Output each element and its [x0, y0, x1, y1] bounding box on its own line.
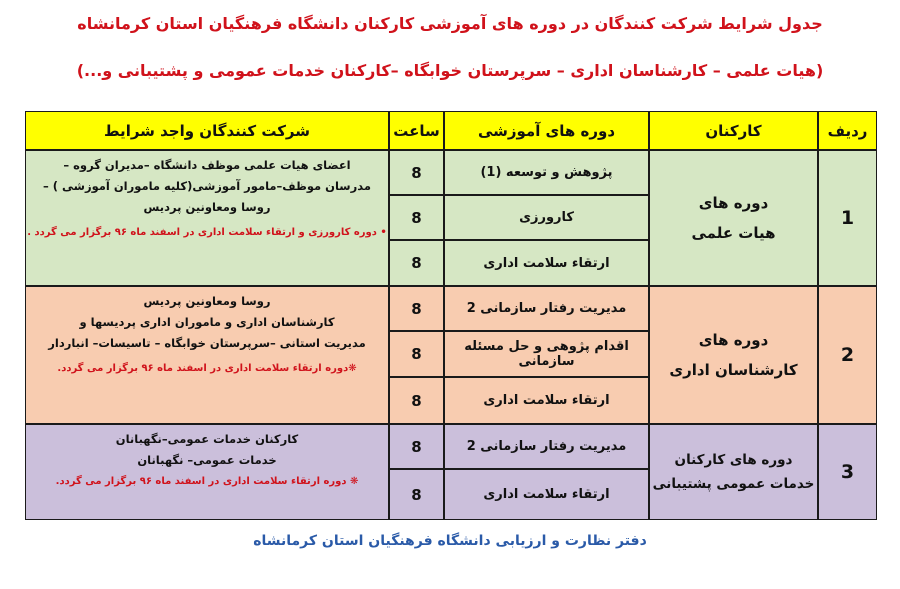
condition-line: مدرسان موظف–مامور آموزشی(کلیه ماموران آموزشی ) –	[43, 179, 371, 193]
group-1-note: • دوره کارورزی و ارتقاء سلامت اداری در اسفند ماه ۹۶ برگزار می گردد .	[27, 227, 387, 238]
page-title: جدول شرایط شرکت کنندگان در دوره های آموزشی کارکنان دانشگاه فرهنگیان استان کرمانشاه	[77, 14, 823, 33]
group-2-course-1: مدیریت رفتار سازمانی 2	[444, 286, 649, 331]
group-2-course-3: ارتقاء سلامت اداری	[444, 377, 649, 424]
group-2-course-2-hours: 8	[389, 331, 444, 377]
group-2-number: 2	[818, 286, 877, 424]
group-1-staff	[649, 150, 818, 286]
group-3-note: ❋ دوره ارتقاء سلامت اداری در اسفند ماه ۹۶ برگزار می گردد.	[55, 476, 359, 487]
header-staff: کارکنان	[649, 111, 818, 150]
footer-office-name: دفتر نظارت و ارزیابی دانشگاه فرهنگیان استان کرمانشاه	[253, 533, 647, 549]
header-row-number: ردیف	[818, 111, 877, 150]
group-2-course-2: اقدام پژوهی و حل مسئله سازمانی	[444, 331, 649, 377]
group-2-course-3-hours: 8	[389, 377, 444, 424]
group-2-staff-line: کارشناسان اداری	[669, 361, 798, 379]
courses-table	[25, 111, 877, 520]
page-subtitle: (هیات علمی – کارشناسان اداری – سرپرستان خوابگاه –کارکنان خدمات عمومی و پشتیبانی و...)	[76, 61, 824, 80]
group-1-number: 1	[818, 150, 877, 286]
condition-line: خدمات عمومی– نگهبانان	[137, 453, 277, 467]
condition-line: کارشناسان اداری و ماموران اداری پردیسها و	[79, 315, 335, 329]
group-2-note: ❋دوره ارتقاء سلامت اداری در اسفند ماه ۹۶ برگزار می گردد.	[57, 363, 357, 374]
group-2-staff-line: دوره های	[698, 331, 769, 349]
group-2-conditions	[25, 286, 389, 424]
group-3-course-2-hours: 8	[389, 469, 444, 520]
group-1-course-2-hours: 8	[389, 195, 444, 240]
group-1-course-1: پژوهش و توسعه (1)	[444, 150, 649, 195]
group-1-staff-line: دوره های	[698, 194, 769, 212]
header-hours: ساعت	[389, 111, 444, 150]
group-3-conditions	[25, 424, 389, 520]
condition-line: مدیریت استانی –سرپرستان خوابگاه – تاسیسات– انباردار	[48, 336, 366, 350]
condition-line: روسا ومعاونین پردیس	[143, 200, 271, 214]
group-1-conditions	[25, 150, 389, 286]
header-conditions: شرکت کنندگان واجد شرایط	[25, 111, 389, 150]
group-3-staff	[649, 424, 818, 520]
group-1-course-2: کارورزی	[444, 195, 649, 240]
group-3-number: 3	[818, 424, 877, 520]
condition-line: کارکنان خدمات عمومی–نگهبانان	[115, 432, 299, 446]
condition-line: اعضای هیات علمی موظف دانشگاه –مدیران گروه –	[63, 158, 351, 172]
group-2-course-1-hours: 8	[389, 286, 444, 331]
group-2-staff	[649, 286, 818, 424]
group-1-course-1-hours: 8	[389, 150, 444, 195]
group-1-course-3-hours: 8	[389, 240, 444, 286]
group-3-course-1: مدیریت رفتار سازمانی 2	[444, 424, 649, 469]
group-3-course-2: ارتقاء سلامت اداری	[444, 469, 649, 520]
group-1-staff-line: هیات علمی	[691, 224, 776, 242]
group-3-course-1-hours: 8	[389, 424, 444, 469]
group-3-staff-line: خدمات عمومی پشتیبانی	[652, 476, 815, 492]
header-courses: دوره های آموزشی	[444, 111, 649, 150]
group-1-course-3: ارتقاء سلامت اداری	[444, 240, 649, 286]
condition-line: روسا ومعاونین پردیس	[143, 294, 271, 308]
group-3-staff-line: دوره های کارکنان	[674, 452, 793, 468]
